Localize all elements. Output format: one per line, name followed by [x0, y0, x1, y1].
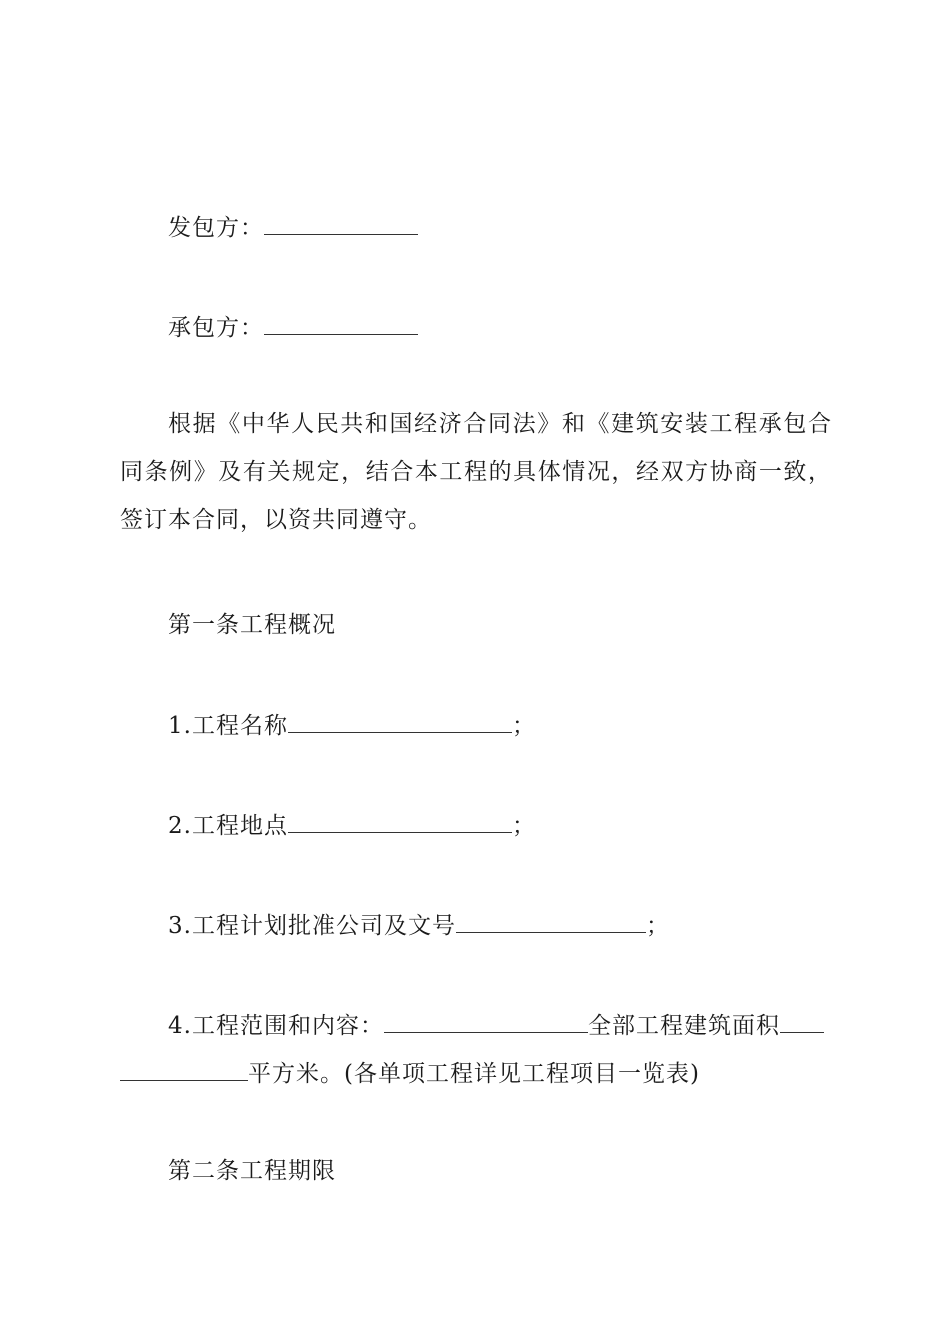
item4-tail: 平方米。(各单项工程详见工程项目一览表)	[248, 1061, 700, 1087]
preamble-paragraph: 根据《中华人民共和国经济合同法》和《建筑安装工程承包合同条例》及有关规定，结合本工程的具体情况，经双方协商一致，签订本合同，以资共同遵守。	[120, 411, 832, 533]
article2-title: 第二条工程期限	[168, 1158, 336, 1184]
item1-label: 1.工程名称	[168, 713, 288, 739]
item4-area-blank-start	[780, 1010, 824, 1033]
item4-line	[168, 1010, 824, 1041]
party-a-blank	[264, 212, 418, 235]
item3-blank	[456, 910, 646, 933]
item2-end: ；	[511, 813, 536, 839]
item2-blank	[288, 810, 512, 833]
item4-scope-blank	[384, 1010, 588, 1033]
party-a-label: 发包方：	[168, 215, 264, 241]
party-a-line	[168, 212, 418, 243]
item1-end: ；	[511, 713, 536, 739]
article1-title: 第一条工程概况	[168, 612, 336, 638]
item1-line	[168, 710, 536, 741]
item1-blank	[288, 710, 512, 733]
item3-label: 3.工程计划批准公司及文号	[168, 913, 456, 939]
item2-line	[168, 810, 536, 841]
item2-label: 2.工程地点	[168, 813, 288, 839]
party-b-label: 承包方：	[168, 315, 264, 341]
item3-line	[168, 910, 670, 941]
item4-label: 4.工程范围和内容：	[168, 1013, 384, 1039]
party-b-blank	[264, 312, 418, 335]
item4-continuation	[120, 1058, 700, 1089]
item4-area-blank-end	[120, 1058, 248, 1081]
party-b-line	[168, 312, 418, 343]
item4-mid: 全部工程建筑面积	[587, 1013, 780, 1039]
item3-end: ；	[645, 913, 670, 939]
